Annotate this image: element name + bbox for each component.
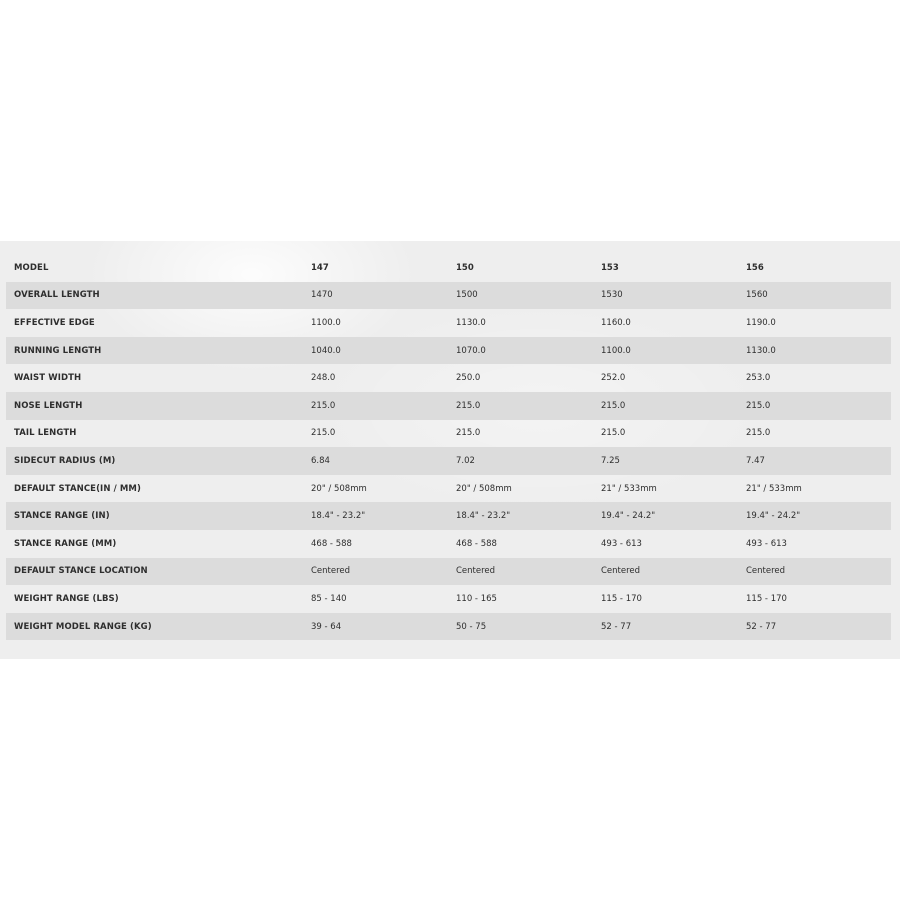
table-row (6, 337, 891, 365)
header-size-156: 156 (746, 262, 764, 273)
header-size-147: 147 (311, 262, 329, 273)
row-label: EFFECTIVE EDGE (14, 317, 95, 328)
row-label: SIDECUT RADIUS (M) (6, 447, 311, 475)
table-cell: 19.4" - 24.2" (601, 502, 746, 530)
table-cell: 20" / 508mm (311, 483, 367, 494)
table-row (6, 420, 891, 448)
row-label: STANCE RANGE (MM) (14, 538, 117, 549)
table-cell: 1530 (601, 282, 746, 310)
table-cell: 20" / 508mm (456, 483, 512, 494)
table-row (6, 447, 891, 475)
table-row (6, 530, 891, 558)
table-row (6, 585, 891, 613)
table-cell: 1040.0 (311, 337, 456, 365)
table-row (6, 502, 891, 530)
table-cell: 215.0 (746, 428, 771, 439)
table-cell: Centered (601, 558, 746, 586)
row-label: DEFAULT STANCE(IN / MM) (14, 483, 141, 494)
row-label: WEIGHT MODEL RANGE (KG) (6, 613, 311, 641)
table-cell: 18.4" - 23.2" (311, 502, 456, 530)
table-cell: 252.0 (601, 373, 626, 384)
table-cell: 18.4" - 23.2" (456, 502, 601, 530)
row-label: RUNNING LENGTH (6, 337, 311, 365)
table-cell: 1500 (456, 282, 601, 310)
row-label: STANCE RANGE (IN) (6, 502, 311, 530)
table-row (6, 475, 891, 503)
table-row (6, 613, 891, 641)
table-cell: Centered (456, 558, 601, 586)
table-cell: 1130.0 (456, 317, 486, 328)
spec-table (6, 254, 891, 640)
table-row (6, 364, 891, 392)
row-label: WAIST WIDTH (14, 373, 82, 384)
table-cell: 1070.0 (456, 337, 601, 365)
row-label: NOSE LENGTH (6, 392, 311, 420)
table-header-row (6, 254, 891, 282)
table-cell: 7.47 (746, 447, 891, 475)
table-row (6, 392, 891, 420)
table-cell: 1560 (746, 282, 891, 310)
table-cell: 21" / 533mm (601, 483, 657, 494)
table-row (6, 282, 891, 310)
table-cell: 215.0 (746, 392, 891, 420)
table-cell: 250.0 (456, 373, 481, 384)
row-label: DEFAULT STANCE LOCATION (6, 558, 311, 586)
table-row (6, 558, 891, 586)
table-cell: 39 - 64 (311, 613, 456, 641)
table-cell: 215.0 (456, 428, 481, 439)
table-cell: 215.0 (601, 428, 626, 439)
table-cell: 248.0 (311, 373, 336, 384)
table-cell: 1470 (311, 282, 456, 310)
table-cell: 7.02 (456, 447, 601, 475)
table-cell: 253.0 (746, 373, 771, 384)
table-cell: 110 - 165 (456, 593, 497, 604)
table-cell: Centered (311, 558, 456, 586)
table-cell: 52 - 77 (601, 613, 746, 641)
header-label: MODEL (14, 262, 49, 273)
table-cell: 493 - 613 (601, 538, 642, 549)
table-cell: 468 - 588 (456, 538, 497, 549)
table-cell: 1190.0 (746, 317, 776, 328)
table-cell: 115 - 170 (746, 593, 787, 604)
row-label: TAIL LENGTH (14, 428, 77, 439)
table-cell: Centered (746, 558, 891, 586)
row-label: OVERALL LENGTH (6, 282, 311, 310)
table-cell: 7.25 (601, 447, 746, 475)
table-cell: 21" / 533mm (746, 483, 802, 494)
table-row (6, 309, 891, 337)
table-cell: 1130.0 (746, 337, 891, 365)
table-cell: 215.0 (311, 428, 336, 439)
table-cell: 215.0 (311, 392, 456, 420)
table-cell: 52 - 77 (746, 613, 891, 641)
table-cell: 215.0 (456, 392, 601, 420)
table-cell: 115 - 170 (601, 593, 642, 604)
header-size-153: 153 (601, 262, 619, 273)
header-size-150: 150 (456, 262, 474, 273)
table-cell: 215.0 (601, 392, 746, 420)
table-cell: 50 - 75 (456, 613, 601, 641)
table-cell: 493 - 613 (746, 538, 787, 549)
table-cell: 1100.0 (601, 337, 746, 365)
table-cell: 6.84 (311, 447, 456, 475)
table-cell: 1160.0 (601, 317, 631, 328)
row-label: WEIGHT RANGE (LBS) (14, 593, 119, 604)
table-cell: 19.4" - 24.2" (746, 502, 891, 530)
table-cell: 85 - 140 (311, 593, 347, 604)
table-cell: 468 - 588 (311, 538, 352, 549)
spec-panel (0, 241, 900, 659)
table-cell: 1100.0 (311, 317, 341, 328)
